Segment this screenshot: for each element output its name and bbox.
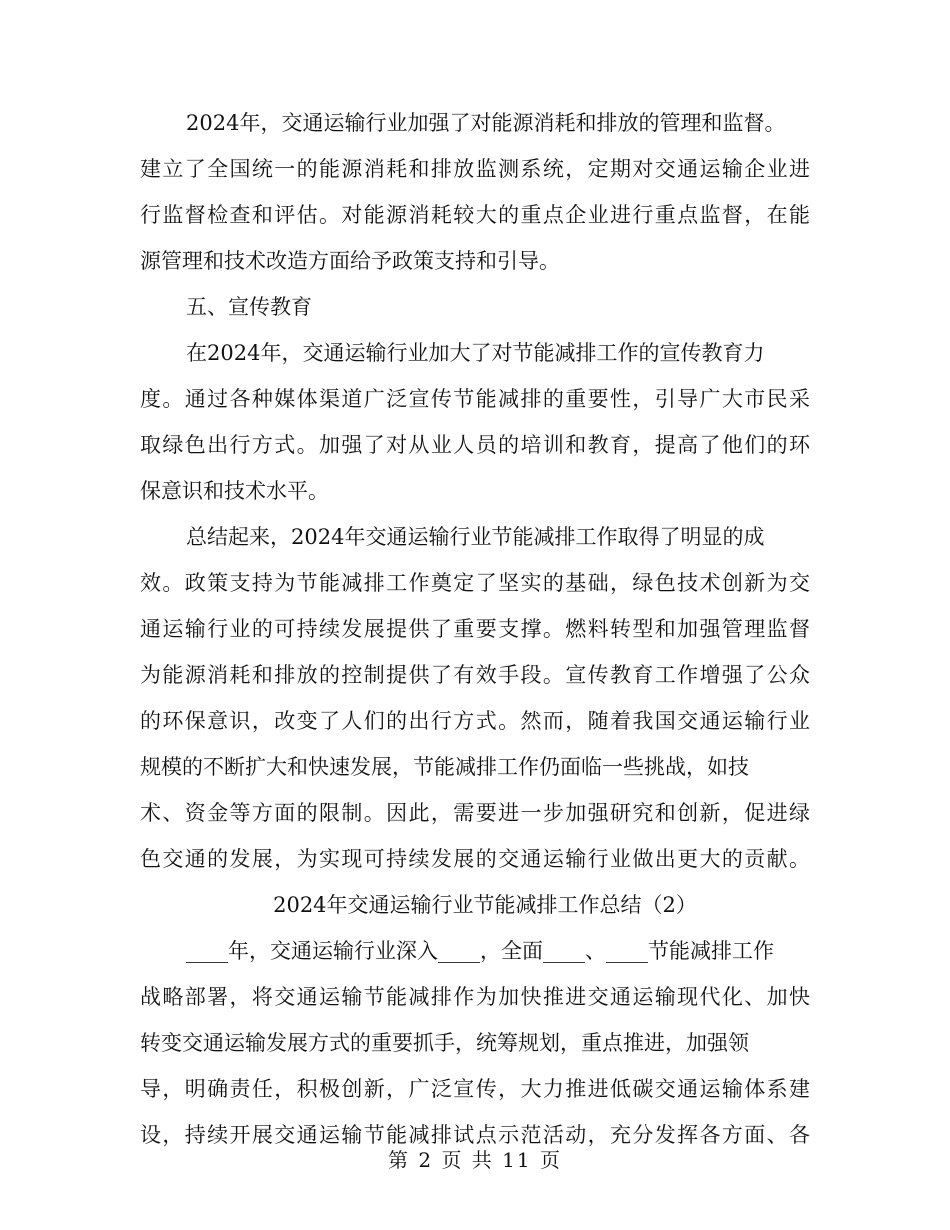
paragraph-line: 在2024年，交通运输行业加大了对节能减排工作的宣传教育力 — [186, 341, 765, 365]
paragraph-line: 规模的不断扩大和快速发展，节能减排工作仍面临一些挑战，如技 — [140, 755, 749, 779]
paragraph-line: 色交通的发展，为实现可持续发展的交通运输行业做出更大的贡献。 — [140, 847, 810, 871]
paragraph-line: 为能源消耗和排放的控制提供了有效手段。宣传教育工作增强了公众 — [140, 663, 810, 687]
paragraph-line: 源管理和技术改造方面给予政策支持和引导。 — [140, 249, 560, 273]
paragraph-line: 保意识和技术水平。 — [140, 479, 329, 503]
paragraph-line: 术、资金等方面的限制。因此，需要进一步加强研究和创新，促进绿 — [140, 801, 810, 825]
paragraph-line: 建立了全国统一的能源消耗和排放监测系统，定期对交通运输企业进 — [140, 157, 810, 181]
paragraph-line: 的环保意识，改变了人们的出行方式。然而，随着我国交通运输行业 — [140, 709, 810, 733]
paragraph-line: 转变交通运输发展方式的重要抓手，统筹规划，重点推进，加强领 — [140, 1031, 749, 1055]
paragraph-line: 度。通过各种媒体渠道广泛宣传节能减排的重要性，引导广大市民采 — [140, 387, 810, 411]
paragraph-line: 设，持续开展交通运输节能减排试点示范活动，充分发挥各方面、各 — [140, 1123, 810, 1147]
page-number-footer: 第 2 页 共 11 页 — [388, 1148, 562, 1172]
paragraph-line: 取绿色出行方式。加强了对从业人员的培训和教育，提高了他们的环 — [140, 433, 810, 457]
paragraph-line: 效。政策支持为节能减排工作奠定了坚实的基础，绿色技术创新为交 — [140, 571, 810, 595]
document-body — [140, 100, 810, 1158]
section-title: 2024年交通运输行业节能减排工作总结（2） — [273, 893, 697, 917]
paragraph-line: 导，明确责任，积极创新，广泛宣传，大力推进低碳交通运输体系建 — [140, 1077, 810, 1101]
paragraph-line: 总结起来，2024年交通运输行业节能减排工作取得了明显的成 — [186, 525, 765, 549]
paragraph-line: 战略部署，将交通运输节能减排作为加快推进交通运输现代化、加快 — [140, 985, 810, 1009]
section-heading: 五、宣传教育 — [186, 295, 312, 319]
paragraph-line: ____年，交通运输行业深入____，全面____、____节能减排工作 — [186, 939, 774, 963]
paragraph-line: 2024年，交通运输行业加强了对能源消耗和排放的管理和监督。 — [186, 111, 786, 135]
paragraph-line: 行监督检查和评估。对能源消耗较大的重点企业进行重点监督，在能 — [140, 203, 810, 227]
paragraph-line: 通运输行业的可持续发展提供了重要支撑。燃料转型和加强管理监督 — [140, 617, 810, 641]
